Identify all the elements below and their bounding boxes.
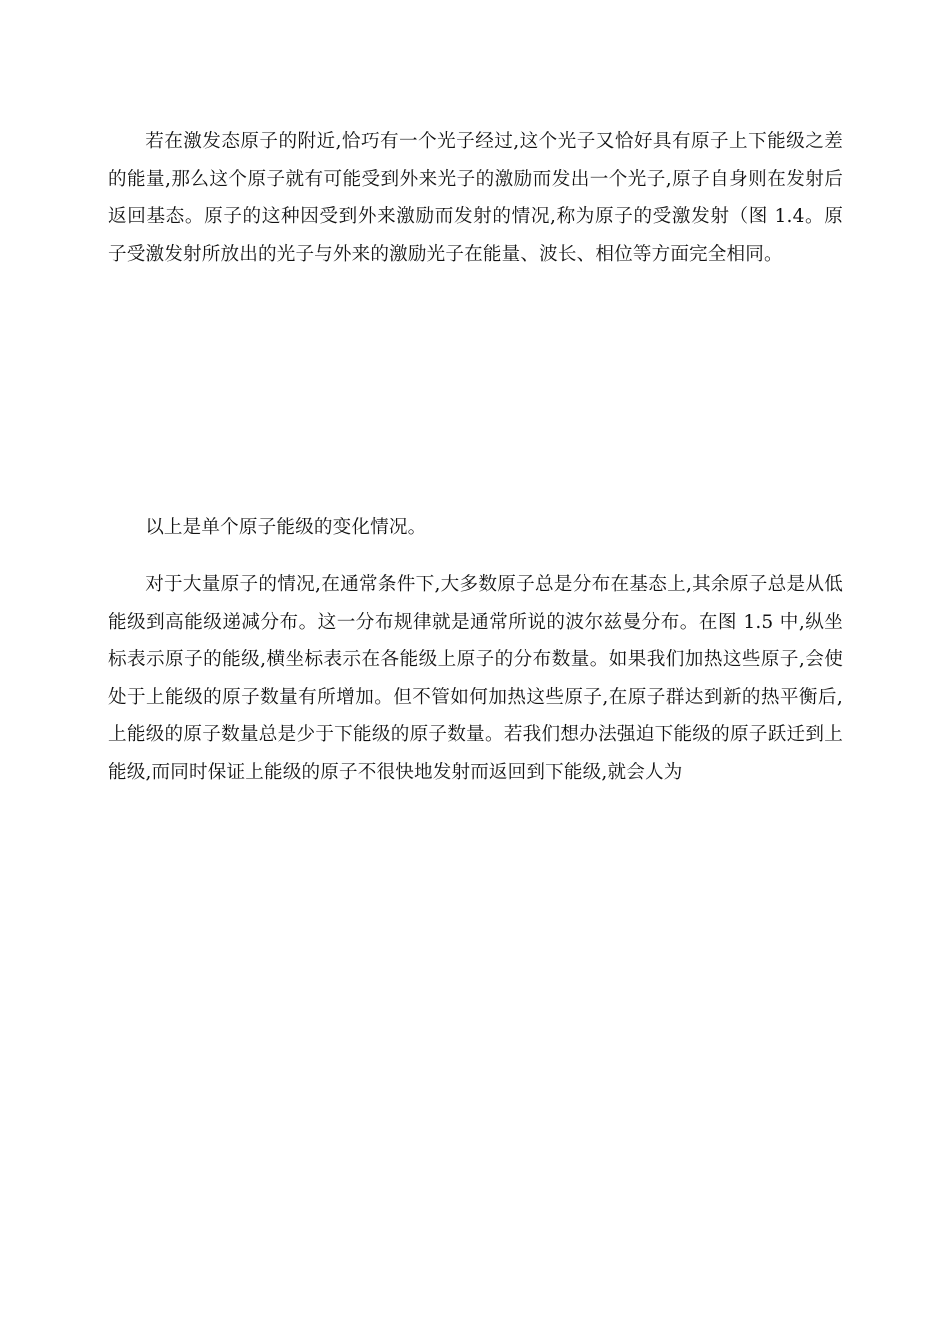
paragraph-single-atom-summary: 以上是单个原子能级的变化情况。 [145, 517, 427, 538]
paragraph-boltzmann-distribution: 对于大量原子的情况,在通常条件下,大多数原子总是分布在基态上,其余原子总是从低能级到高能级递减分布。这一分布规律就是通常所说的波尔兹曼分布。在图 1.5 中,纵坐标表示原子的能级,横坐标表示在各能级上原子的分布数量。如果我们加热这些原子,会使处于上能级的原子数量有所增加。但不管如何加热这些原子,在原子群达到新的热平衡后,上能级的原子数量总是少于下能级的原子数量。若我们想办法强迫下能级的原子跃迁到上能级,而同时保证上能级的原子不很快地发射而返回到下能级,就会人为 [108, 574, 843, 783]
paragraph-stimulated-emission: 若在激发态原子的附近,恰巧有一个光子经过,这个光子又恰好具有原子上下能级之差的能量,那么这个原子就有可能受到外来光子的激励而发出一个光子,原子自身则在发射后返回基态。原子的这种因受到外来激励而发射的情况,称为原子的受激发射（图 1.4。原子受激发射所放出的光子与外来的激励光子在能量、波长、相位等方面完全相同。 [108, 131, 843, 265]
